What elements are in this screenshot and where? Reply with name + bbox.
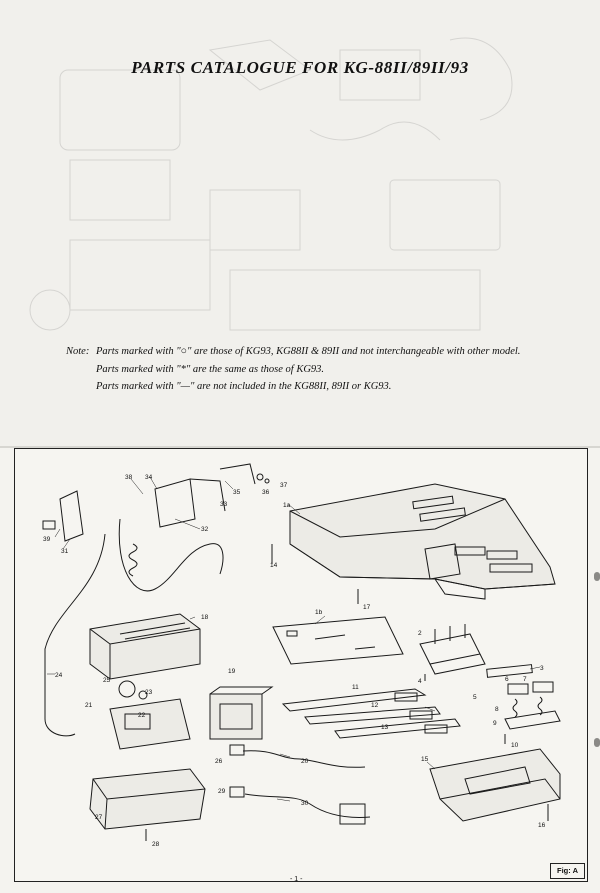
callout-9: 9 <box>493 720 497 727</box>
callout-22: 22 <box>138 712 146 719</box>
bottom-case-drawing <box>90 769 205 829</box>
callout-31: 31 <box>61 548 69 555</box>
callout-25: 25 <box>103 677 111 684</box>
switch-block-drawing <box>420 624 485 674</box>
callout-36: 36 <box>262 489 270 496</box>
callout-5: 5 <box>473 694 477 701</box>
binder-hole <box>594 572 600 581</box>
note-line-same-as-kg93: Parts marked with "*" are the same as those of KG93. <box>96 363 325 375</box>
callout-18: 18 <box>201 614 209 621</box>
mains-plug-drawing <box>230 787 244 797</box>
callout-16: 16 <box>538 822 546 829</box>
callout-29: 29 <box>218 788 226 795</box>
callout-1a: 1a <box>283 502 291 509</box>
connector-bracket-drawing <box>43 491 83 541</box>
callout-21: 21 <box>85 702 93 709</box>
page-number: - 1 - <box>290 876 303 883</box>
callout-10: 10 <box>511 742 519 749</box>
callout-12: 12 <box>371 702 379 709</box>
power-plug-drawing <box>230 745 244 755</box>
callout-11: 11 <box>352 684 359 691</box>
power-box-drawing <box>90 614 200 679</box>
callout-6: 6 <box>505 676 509 683</box>
callout-3: 3 <box>540 665 544 672</box>
callout-37: 37 <box>280 482 288 489</box>
callout-19: 19 <box>228 668 236 675</box>
callout-17: 17 <box>363 604 371 611</box>
callout-13: 13 <box>381 724 389 731</box>
callout-35: 35 <box>233 489 241 496</box>
callout-28: 28 <box>152 841 160 848</box>
note-lines <box>96 343 586 396</box>
callout-15: 15 <box>421 756 429 763</box>
lower-tray-drawing <box>430 749 560 821</box>
cable-coil-drawing <box>129 544 137 576</box>
callout-4: 4 <box>418 678 422 685</box>
callout-2: 2 <box>418 630 422 637</box>
callout-27: 27 <box>95 814 103 821</box>
lever-set-drawing <box>283 689 460 738</box>
callout-26: 26 <box>215 758 223 765</box>
socket-connector-drawing <box>340 804 365 824</box>
carriage-cover-drawing <box>290 484 555 599</box>
callout-39: 39 <box>43 536 51 543</box>
callout-14: 14 <box>270 562 278 569</box>
carriage-bracket-drawing <box>155 464 269 527</box>
callout-24: 24 <box>55 672 63 679</box>
callout-20: 20 <box>301 758 309 765</box>
note-line-interchangeable: Parts marked with "○" are those of KG93, KG88II & 89II and not interchangeable with other model. <box>96 346 521 357</box>
note-line-not-included: Parts marked with "—" are not included in the KG88II, 89II or KG93. <box>96 381 392 392</box>
binder-hole <box>594 738 600 747</box>
callout-30: 30 <box>301 800 309 807</box>
callout-8: 8 <box>495 706 499 713</box>
spring-set-drawing <box>505 682 560 729</box>
callout-34: 34 <box>145 474 153 481</box>
transformer-drawing <box>210 687 272 739</box>
callout-32: 32 <box>201 526 209 533</box>
figure-tag: Fig: A <box>550 863 585 879</box>
page-title: PARTS CATALOGUE FOR KG-88II/89II/93 <box>131 58 469 77</box>
note-label: Note: <box>66 346 90 357</box>
callout-38: 38 <box>125 474 133 481</box>
exploded-parts-diagram <box>15 449 586 880</box>
callout-23: 23 <box>145 689 153 696</box>
exploded-parts-diagram-frame <box>14 448 588 882</box>
callout-33: 33 <box>220 501 228 508</box>
callout-7: 7 <box>523 676 527 683</box>
bed-plate-drawing <box>273 617 403 664</box>
callout-1b: 1b <box>315 609 323 616</box>
